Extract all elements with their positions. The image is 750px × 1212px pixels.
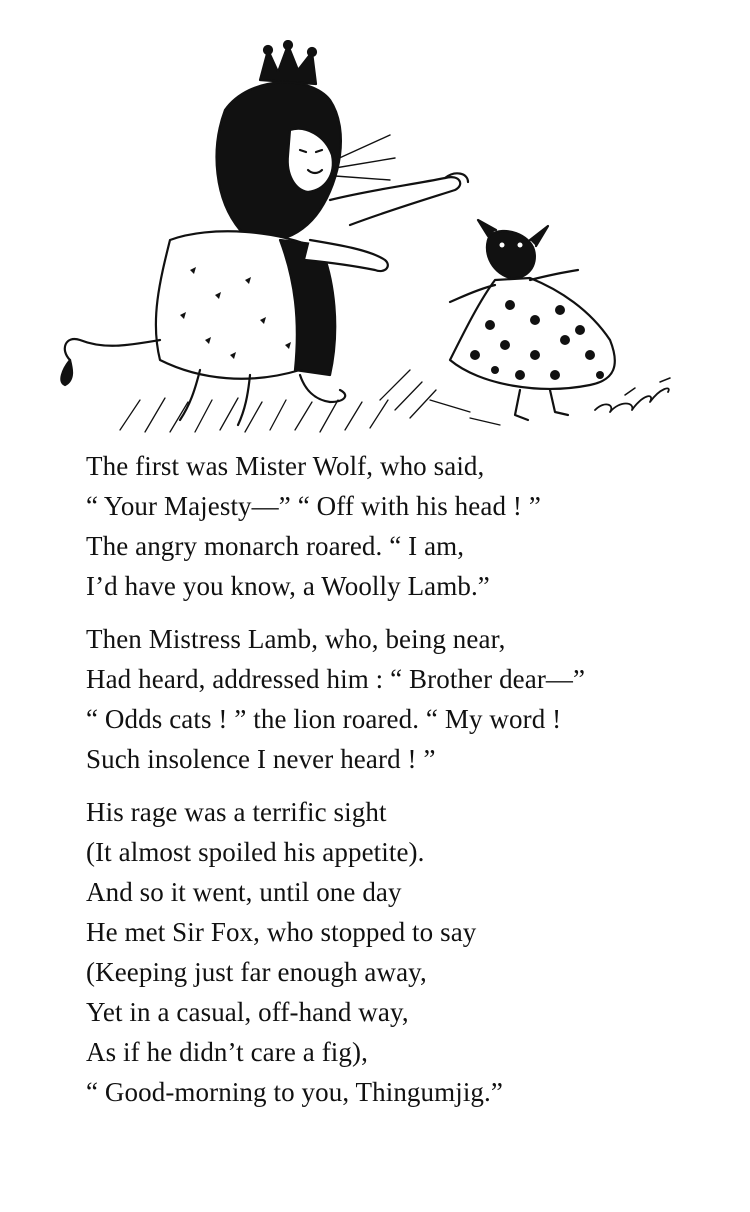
stanza-2 — [86, 619, 726, 779]
poem-line: His rage was a terrific sight — [86, 797, 387, 827]
poem-line: (Keeping just far enough away, — [86, 957, 427, 987]
poem-line: “ Your Majesty—” “ Off with his head ! ” — [86, 491, 541, 521]
lion-and-lamb-illustration — [50, 40, 690, 440]
poem-line: Then Mistress Lamb, who, being near, — [86, 624, 506, 654]
poem-line: The first was Mister Wolf, who said, — [86, 451, 485, 481]
poem-line: “ Good-morning to you, Thingumjig.” — [86, 1077, 503, 1107]
poem-line: Yet in a casual, off-hand way, — [86, 997, 409, 1027]
poem-line: As if he didn’t care a fig), — [86, 1037, 368, 1067]
poem-line: And so it went, until one day — [86, 877, 402, 907]
poem-line: Had heard, addressed him : “ Brother dear—” — [86, 664, 586, 694]
poem-line: He met Sir Fox, who stopped to say — [86, 917, 477, 947]
poem-line: “ Odds cats ! ” the lion roared. “ My word ! — [86, 704, 562, 734]
poem-line: (It almost spoiled his appetite). — [86, 837, 425, 867]
stanza-1 — [86, 446, 726, 606]
poem-line: I’d have you know, a Woolly Lamb.” — [86, 571, 490, 601]
poem-line: Such insolence I never heard ! ” — [86, 744, 436, 774]
crown-icon — [260, 41, 316, 84]
stanza-3 — [86, 792, 726, 1112]
poem-text — [86, 446, 726, 1125]
poem-line: The angry monarch roared. “ I am, — [86, 531, 465, 561]
